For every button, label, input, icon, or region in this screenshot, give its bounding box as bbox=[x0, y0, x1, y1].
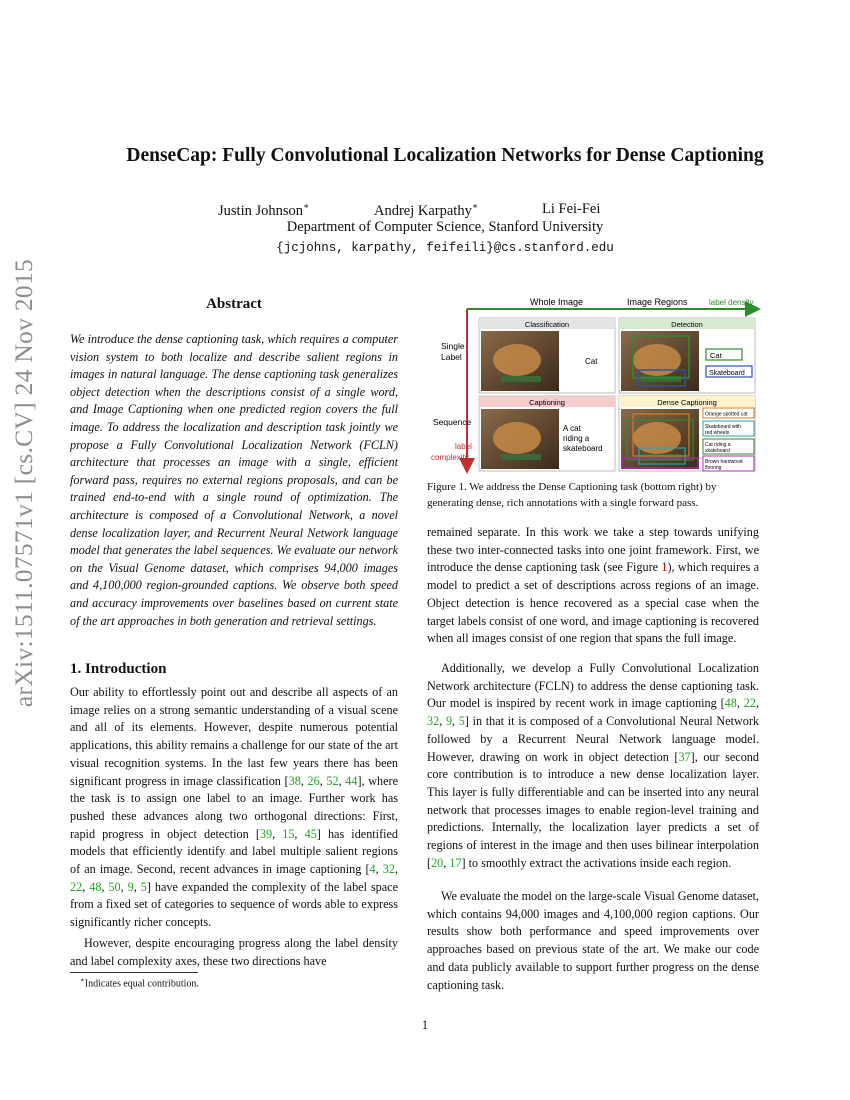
caption-line: riding a bbox=[563, 434, 590, 443]
paragraph-text: , bbox=[82, 879, 90, 894]
right-paragraph-3 bbox=[427, 888, 759, 994]
row-label-single-1: Single bbox=[441, 341, 465, 351]
paragraph-text: , bbox=[394, 862, 398, 877]
equal-contribution-mark: ∗ bbox=[471, 201, 478, 211]
figure-1-caption: Figure 1. We address the Dense Captioning task (bottom right) by generating dense, rich annotations with a single forward pass. bbox=[427, 481, 717, 509]
citation-link[interactable]: 4 bbox=[369, 862, 376, 877]
footnote-text: Indicates equal contribution. bbox=[84, 978, 199, 990]
paragraph-text: , bbox=[294, 826, 305, 841]
dense-label-3b: skateboard bbox=[705, 448, 730, 454]
paragraph-text: ] have expanded the complexity of the label space from a fixed set of categories to sequence of words able to express significantly richer concepts. bbox=[70, 879, 399, 930]
paragraph-text: , bbox=[443, 855, 450, 870]
paragraph-text: Additionally, we develop a Fully Convolutional Localization Network architecture (FCLN) to address the dense captioning task. Our model is inspired by recent work in image captioning [ bbox=[427, 661, 759, 711]
row-label-single-2: Label bbox=[441, 352, 462, 362]
citation-link[interactable]: 15 bbox=[282, 826, 295, 841]
footnote-divider bbox=[70, 972, 198, 973]
paragraph-text: , bbox=[101, 879, 109, 894]
arxiv-stamp-text: arXiv:1511.07571v1 [cs.CV] 24 Nov 2015 bbox=[9, 258, 38, 707]
paragraph-text: , bbox=[755, 696, 759, 711]
citation-link[interactable]: 39 bbox=[259, 826, 273, 841]
citation-link[interactable]: 26 bbox=[307, 773, 320, 788]
citation-link[interactable]: 22 bbox=[70, 879, 83, 894]
citation-link[interactable]: 50 bbox=[108, 879, 121, 894]
caption-line: A cat bbox=[563, 424, 581, 433]
paragraph-text: ], our second core contribution is to introduce a new dense localization layer. This layer is fully differentiable and can be inserted into any neural network that processes images to enable region-level training and predictions. Internally, the localization layer predicts a set of regions of interest in the image and then uses bilinear interpolation [ bbox=[427, 749, 759, 870]
classification-label: Cat bbox=[585, 357, 598, 366]
paragraph-text: ), which requires a model to predict a set of descriptions across regions of an image. Object detection is hence recovered as a special case when the target labels consist of one word, and image captioning is recovered when all images consist of one region that spans the full image. bbox=[427, 560, 759, 646]
panel-title: Classification bbox=[524, 320, 570, 329]
panel-detection bbox=[619, 318, 755, 393]
paragraph-text: , bbox=[300, 773, 308, 788]
abstract-text: We introduce the dense captioning task, which requires a computer vision system to both localize and describe salient regions in images in natural language. The dense captioning task generalizes object detection when the descriptions consist of a single word, and Image Captioning when one predicted region covers the full image. To address the localization and description task jointly we propose a Fully Convolutional Localization Network (FCLN) architecture that processes an image with a single, efficient forward pass, requires no external regions proposals, and can be trained end-to-end with a single round of optimization. The architecture is composed of a Convolutional Network, a novel dense localization layer, and Recurrent Neural Network language model that generates the label sequences. We evaluate our network on the Visual Genome dataset, which comprises 94,000 images and 4,100,000 region-grounded captions. We observe both speed and accuracy improvements over baselines based on current state of the art approaches in both generation and retrieval settings. bbox=[70, 332, 398, 628]
equal-contribution-mark: ∗ bbox=[303, 201, 310, 211]
affiliation: Department of Computer Science, Stanford University bbox=[286, 219, 604, 235]
author-name: Justin Johnson bbox=[218, 202, 304, 219]
dense-label-1: Orange spotted cat bbox=[705, 411, 748, 418]
author-name: Andrej Karpathy bbox=[374, 202, 472, 219]
citation-link[interactable]: 32 bbox=[382, 862, 395, 877]
dense-label-2b: red wheels bbox=[705, 430, 730, 436]
right-paragraph-1 bbox=[427, 524, 759, 648]
citation-link[interactable]: 9 bbox=[445, 714, 453, 729]
axis-label-whole-image: Whole Image bbox=[530, 297, 584, 307]
citation-link[interactable]: 32 bbox=[427, 714, 440, 729]
panel-captioning bbox=[479, 396, 615, 471]
paragraph-text: , bbox=[133, 879, 141, 894]
intro-paragraph-2 bbox=[70, 935, 398, 970]
right-paragraph-2 bbox=[427, 660, 759, 872]
citation-link[interactable]: 20 bbox=[431, 855, 444, 870]
paragraph-text: , bbox=[272, 826, 283, 841]
figure-reference-link[interactable]: 1 bbox=[661, 560, 668, 575]
panel-title: Captioning bbox=[529, 398, 565, 407]
author-emails: {jcjohns, karpathy, feifeili}@cs.stanford.edu bbox=[276, 241, 614, 255]
paragraph-text: However, despite encouraging progress along the label density and label complexity axes, these two directions have bbox=[70, 936, 398, 968]
paragraph-text: ] has identified models that efficiently identify and label multiple salient regions of an image. Second, recent advances in image captioning [ bbox=[70, 826, 399, 877]
paragraph-text: Our ability to effortlessly point out and describe all aspects of an image relies on a strong semantic understanding of a visual scene and all of its elements. However, despite numerous potential applications, this ability remains a challenge for our state of the art visual recognition systems. In the last few years there has been significant progress in image classification [ bbox=[70, 685, 398, 788]
footnote-mark: ∗ bbox=[80, 976, 85, 984]
citation-link[interactable]: 22 bbox=[743, 696, 756, 711]
axis-label-image-regions: Image Regions bbox=[627, 297, 688, 307]
citation-link[interactable]: 5 bbox=[140, 879, 147, 894]
abstract-heading: Abstract bbox=[206, 296, 262, 312]
citation-link[interactable]: 52 bbox=[326, 773, 339, 788]
citation-link[interactable]: 44 bbox=[345, 773, 358, 788]
citation-link[interactable]: 48 bbox=[89, 879, 102, 894]
row-label-sequence: Sequence bbox=[433, 417, 472, 427]
citation-link[interactable]: 5 bbox=[458, 714, 465, 729]
detection-label-skateboard: Skateboard bbox=[709, 370, 745, 377]
dense-label-4a: Brown hardwood bbox=[705, 459, 743, 465]
panel-title: Detection bbox=[671, 320, 703, 329]
author-name: Li Fei-Fei bbox=[542, 201, 601, 217]
author-2 bbox=[374, 201, 478, 220]
panel-classification bbox=[479, 318, 615, 393]
figure-1 bbox=[417, 290, 773, 475]
author-1 bbox=[218, 201, 309, 220]
paragraph-text: , bbox=[452, 714, 459, 729]
citation-link[interactable]: 37 bbox=[678, 749, 691, 764]
paragraph-text: ] to smoothly extract the activations inside each region. bbox=[461, 855, 732, 870]
dense-label-2a: Skateboard with bbox=[705, 424, 741, 430]
paragraph-text: , bbox=[120, 879, 128, 894]
paragraph-text: remained separate. In this work we take a step towards unifying these two inter-connected tasks into one joint framework. First, we introduce the dense captioning task (see Figure bbox=[427, 525, 759, 575]
paragraph-text: ] in that it is composed of a Convolutional Neural Network followed by a Recurrent Neural Network language model. However, drawing on work in object detection [ bbox=[427, 714, 760, 764]
panel-title: Dense Captioning bbox=[657, 398, 717, 407]
paragraph-text: We evaluate the model on the large-scale Visual Genome dataset, which contains 94,000 images and 4,100,000 region captions. Our results show both performance and speed improvements over approaches based on previous state of the art. We make our code and data publicly available to support further progress on the dense captioning task. bbox=[427, 889, 759, 992]
paragraph-text: , bbox=[439, 714, 446, 729]
detection-label-cat: Cat bbox=[710, 351, 722, 360]
citation-link[interactable]: 45 bbox=[304, 826, 317, 841]
paragraph-text: ], where the task is to assign one label to an image. Further work has pushed these advances along two orthogonal directions: First, rapid progress in object detection [ bbox=[70, 773, 399, 841]
intro-paragraph-1 bbox=[70, 684, 398, 932]
caption-line: skateboard bbox=[563, 444, 603, 453]
paragraph-text: , bbox=[375, 862, 383, 877]
paper-title: DenseCap: Fully Convolutional Localization Networks for Dense Captioning bbox=[126, 145, 764, 166]
author-3 bbox=[542, 201, 600, 218]
axis-label-complexity-2: complexity bbox=[431, 453, 469, 462]
section-heading-introduction: 1. Introduction bbox=[70, 661, 167, 677]
citation-link[interactable]: 9 bbox=[127, 879, 134, 894]
dense-label-4b: flooring bbox=[705, 465, 722, 471]
dense-label-3a: Cat riding a bbox=[705, 442, 731, 448]
axis-label-complexity-1: label bbox=[455, 442, 472, 451]
panel-dense-captioning bbox=[619, 396, 755, 471]
paragraph-text: , bbox=[736, 696, 744, 711]
paragraph-text: , bbox=[338, 773, 346, 788]
citation-link[interactable]: 17 bbox=[449, 855, 462, 870]
footnote bbox=[80, 976, 199, 989]
citation-link[interactable]: 48 bbox=[724, 696, 737, 711]
axis-label-density: label density bbox=[709, 298, 754, 307]
page-number: 1 bbox=[421, 1018, 429, 1032]
arxiv-stamp bbox=[4, 258, 44, 707]
citation-link[interactable]: 38 bbox=[288, 773, 301, 788]
paragraph-text: , bbox=[319, 773, 327, 788]
